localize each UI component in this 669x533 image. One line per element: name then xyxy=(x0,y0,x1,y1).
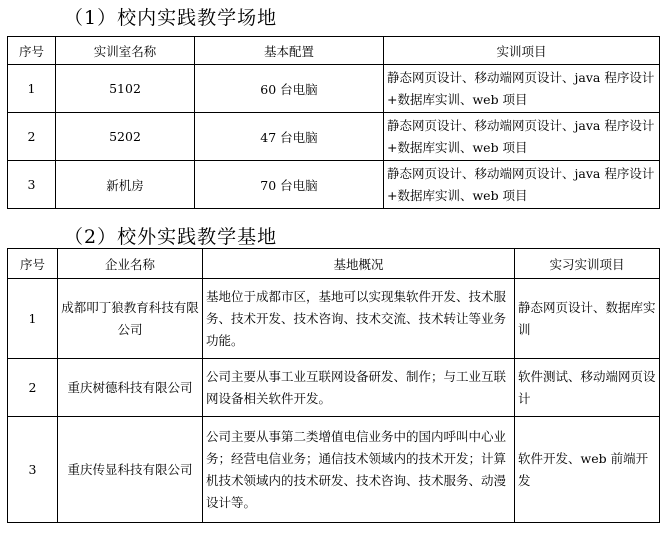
row-overview: 公司主要从事工业互联网设备研发、制作；与工业互联网设备相关软件开发。 xyxy=(203,359,515,417)
header-config: 基本配置 xyxy=(195,37,384,65)
section2-title: （2）校外实践教学基地 xyxy=(64,226,278,248)
header-project: 实习实训项目 xyxy=(515,249,660,279)
header-lab-name: 实训室名称 xyxy=(56,37,195,65)
row-project: 软件开发、web 前端开发 xyxy=(515,417,660,523)
row-no: 2 xyxy=(8,359,58,417)
table-row xyxy=(8,65,660,113)
row-no: 3 xyxy=(8,417,58,523)
header-no: 序号 xyxy=(8,37,56,65)
row-no: 1 xyxy=(8,65,56,113)
row-no: 3 xyxy=(8,161,56,209)
offcampus-base-table xyxy=(7,248,660,523)
row-project: 静态网页设计、移动端网页设计、java 程序设计+数据库实训、web 项目 xyxy=(384,113,660,161)
table-row xyxy=(8,417,660,523)
row-company: 重庆树德科技有限公司 xyxy=(58,359,203,417)
row-lab-name: 新机房 xyxy=(56,161,195,209)
table-header-row xyxy=(8,249,660,279)
row-config: 60 台电脑 xyxy=(195,65,384,113)
header-overview: 基地概况 xyxy=(203,249,515,279)
row-company: 重庆传显科技有限公司 xyxy=(58,417,203,523)
row-lab-name: 5202 xyxy=(56,113,195,161)
table-row xyxy=(8,113,660,161)
row-lab-name: 5102 xyxy=(56,65,195,113)
row-project: 静态网页设计、数据库实训 xyxy=(515,279,660,359)
row-overview: 公司主要从事第二类增值电信业务中的国内呼叫中心业务；经营电信业务；通信技术领域内的技术开发；计算机技术领域内的技术研发、技术咨询、技术服务、动漫设计等。 xyxy=(203,417,515,523)
table-row xyxy=(8,161,660,209)
section1-title: （1）校内实践教学场地 xyxy=(64,7,278,29)
row-project: 静态网页设计、移动端网页设计、java 程序设计+数据库实训、web 项目 xyxy=(384,161,660,209)
row-overview: 基地位于成都市区，基地可以实现集软件开发、技术服务、技术开发、技术咨询、技术交流、技术转让等业务功能。 xyxy=(203,279,515,359)
table-row xyxy=(8,359,660,417)
row-project: 软件测试、移动端网页设计 xyxy=(515,359,660,417)
table-header-row xyxy=(8,37,660,65)
row-config: 70 台电脑 xyxy=(195,161,384,209)
header-no: 序号 xyxy=(8,249,58,279)
table-row xyxy=(8,279,660,359)
row-company: 成都叩丁狼教育科技有限公司 xyxy=(58,279,203,359)
row-no: 1 xyxy=(8,279,58,359)
header-company: 企业名称 xyxy=(58,249,203,279)
row-no: 2 xyxy=(8,113,56,161)
row-project: 静态网页设计、移动端网页设计、java 程序设计+数据库实训、web 项目 xyxy=(384,65,660,113)
header-project: 实训项目 xyxy=(384,37,660,65)
campus-practice-table xyxy=(7,36,660,209)
row-config: 47 台电脑 xyxy=(195,113,384,161)
